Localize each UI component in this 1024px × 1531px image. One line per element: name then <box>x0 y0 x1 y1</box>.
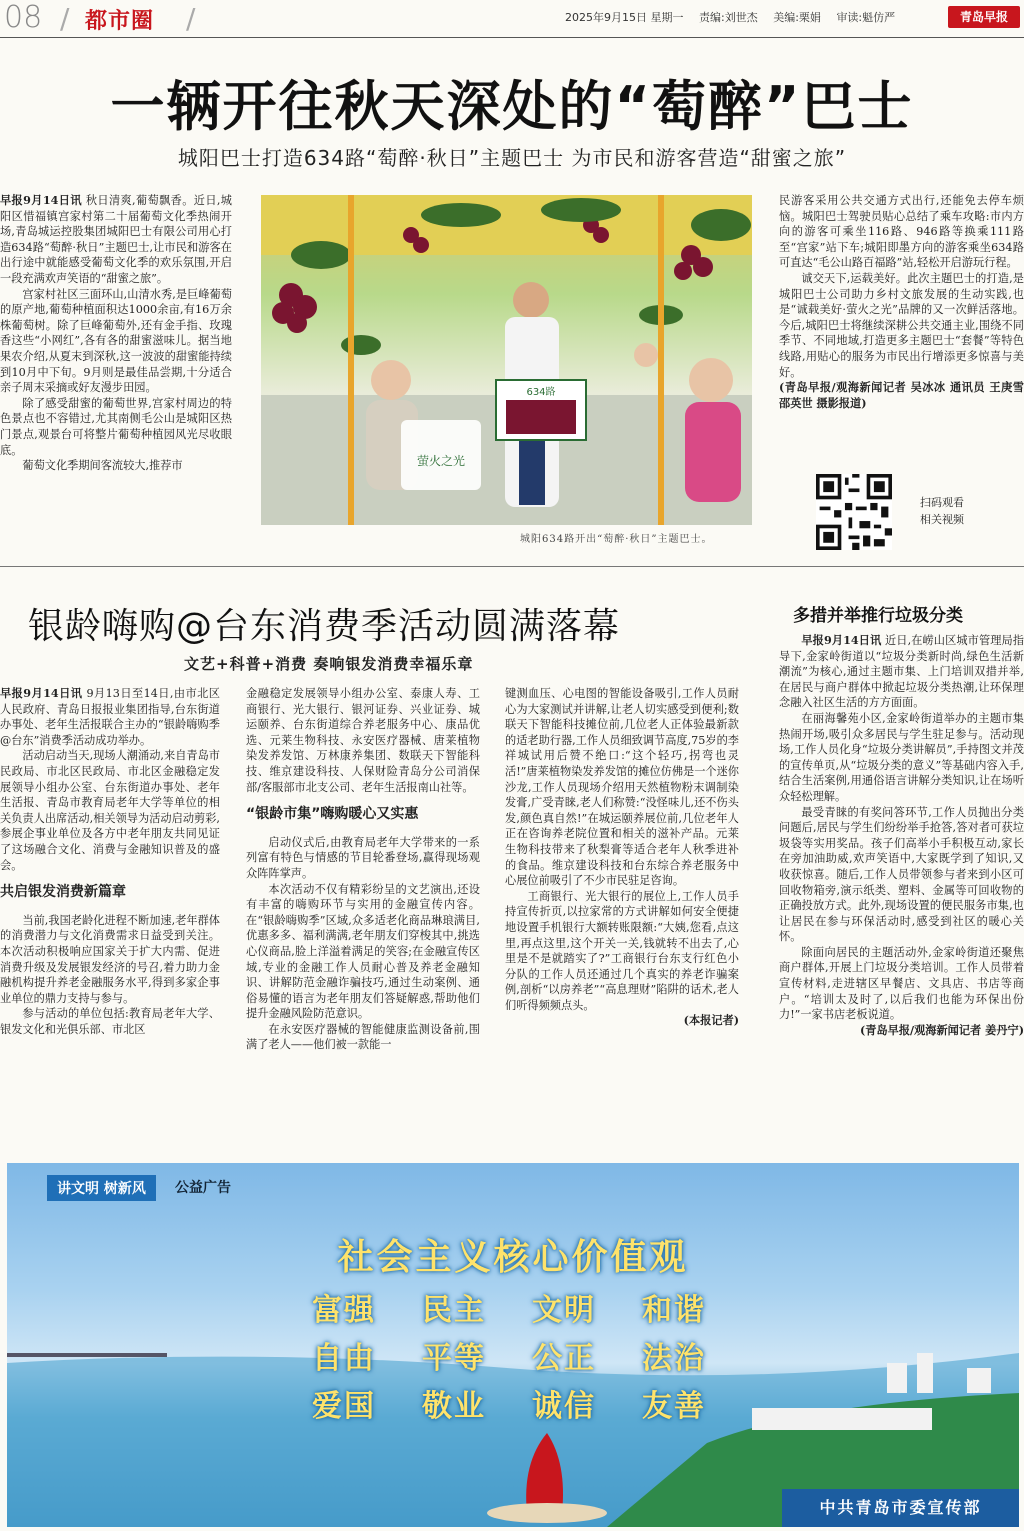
byline: (青岛早报/观海新闻记者 姜丹宁) <box>859 1022 1024 1037</box>
section-divider <box>0 566 1024 567</box>
core-value: 平等 <box>422 1341 486 1376</box>
lead-subhead: 城阳巴士打造634路“萄醉·秋日”主题巴士 为市民和游客营造“甜蜜之旅” <box>177 146 847 170</box>
ad-title: 社会主义核心价值观 <box>337 1237 689 1278</box>
article-paragraph: 活动启动当天,现场人潮涌动,来自青岛市民政局、市北区民政局、市北区金融稳定发展领导小组办公室、台东街道办事处、老年生活报、青岛市教育局老年大学等单位的相关负责人出席活动,相关领导为活动启动剪彩,参展企事业单位及各方中老年朋友共同见证了这场融合文化、消费与金融知识普及的盛会。 <box>0 749 220 872</box>
article-paragraph: 在永安医疗器械的智能健康监测设备前,围满了老人——他们被一款能一 <box>246 1022 480 1052</box>
core-value: 法治 <box>642 1341 706 1376</box>
article-paragraph: 除了感受甜蜜的葡萄世界,宫家村周边的特色景点也不容错过,尤其南侧毛公山是城阳区热门景点,观景台可将整片葡萄种植园风光尽收眼底。 <box>0 396 232 457</box>
article-paragraph: 金融稳定发展领导小组办公室、泰康人寿、工商银行、光大银行、银河证券、兴业证券、城运颐养、台东街道综合养老服务中心、康品优选、元莱生物科技、永安医疗器械、唐莱植物染发养发馆、万林康养集团、数联天下智能科技、维京建设科技、人保财险青岛分公司消保部/客服部市北支公司、老年生活报南山社等。 <box>246 687 480 794</box>
svg-text:634路: 634路 <box>526 387 556 398</box>
brand-logo: 青岛早报 <box>948 6 1020 28</box>
article-paragraph: 最受青睐的有奖问答环节,工作人员抛出分类问题后,居民与学生们纷纷举手抢答,答对者可获垃圾袋等实用奖品。孩子们高举小手积极互动,家长在旁加油助威,欢声笑语中,大家既学到了知识,又收获惊喜。随后,工作人员带领参与者来到小区可回收物箱旁,演示纸类、塑料、金属等可回收物的正确投放方式。此外,现场设置的便民服务市集,也让居民在参与环保活动时,感受到社区的暖心关怀。 <box>779 805 1024 944</box>
core-value: 爱国 <box>312 1389 376 1424</box>
ad-tag: 讲文明 树新风 <box>47 1175 156 1201</box>
core-value: 敬业 <box>422 1389 486 1424</box>
second-column-1 <box>0 686 220 1146</box>
ad-sponsor: 中共青岛市委宣传部 <box>782 1489 1019 1527</box>
article-paragraph: 民游客采用公共交通方式出行,还能免去停车烦恼。城阳巴士驾驶员贴心总结了乘车攻略:市内方向的游客可乘坐116路、946路等换乘111路至“宫家”站下车;城阳即墨方向的游客乘坐634路可直达“毛公山路百福路”站,轻松开启游玩行程。 <box>779 194 1024 270</box>
subheading: 共启银发消费新篇章 <box>0 884 126 901</box>
article-paragraph: 葡萄文化季期间客流较大,推荐市 <box>22 459 183 473</box>
second-subhead: 文艺+科普+消费 奏响银发消费幸福乐章 <box>184 655 474 673</box>
core-value: 富强 <box>312 1293 376 1328</box>
article-paragraph: 启动仪式后,由教育局老年大学带来的一系列富有特色与情感的节目轮番登场,赢得现场观众阵阵掌声。 <box>246 835 480 880</box>
dateline: 早报9月14日讯 <box>0 193 82 207</box>
byline: (本报记者) <box>683 1013 739 1028</box>
page-number: 08 <box>4 0 43 35</box>
editor: 责编:刘世杰 <box>699 11 758 24</box>
designer: 美编:栗娟 <box>773 11 821 24</box>
lead-column-3 <box>779 193 1024 455</box>
article-paragraph: 在丽海馨苑小区,金家岭街道举办的主题市集热闹开场,吸引众多居民与学生驻足参与。活动现场,工作人员化身“垃圾分类讲解员”,手持图文并茂的宣传单页,从“垃圾分类的意义”等基础内容入手,结合生活案例,用通俗语言讲解分类知识,让在场听众轻松理解。 <box>779 711 1024 803</box>
article-paragraph: 诚交天下,运载美好。此次主题巴士的打造,是城阳巴士公司助力乡村文旅发展的生动实践,也是“诚载美好·萤火之光”品牌的又一次鲜活落地。今后,城阳巴士将继续深耕公共交通主业,围绕不同季节、不同地域,打造更多主题巴士“套餐”等特色线路,用贴心的服务为市民出行增添更多惊喜与美好。 <box>779 271 1024 379</box>
core-value: 民主 <box>422 1293 486 1328</box>
byline: (青岛早报/观海新闻记者 吴冰冰 通讯员 王庚雪 邵英世 摄影报道) <box>779 380 1024 410</box>
divider-slash: / <box>186 2 196 35</box>
core-value: 文明 <box>532 1293 596 1328</box>
section-name: 都市圈 <box>85 9 155 34</box>
bus-interior-photo <box>261 195 752 525</box>
right-column <box>779 633 1024 1146</box>
dateline: 早报9月14日讯 <box>801 633 882 647</box>
core-value: 公正 <box>532 1341 596 1376</box>
masthead <box>0 0 1024 38</box>
core-value: 和谐 <box>642 1293 706 1328</box>
dateline: 早报9月14日讯 <box>0 686 83 700</box>
lead-paragraph: 早报9月14日讯 近日,在崂山区城市管理局指导下,金家岭街道以“垃圾分类新时尚,绿色生活新潮流”为核心,通过主题市集、上门培训双措并举,在居民与商户群体中掀起垃圾分类热潮,让环保理念融入社区生活的方方面面。 <box>779 633 1024 710</box>
lead-column-1 <box>0 193 232 553</box>
article-paragraph: 本次活动不仅有精彩纷呈的文艺演出,还设有丰富的嗨购环节与实用的金融宣传内容。在“银龄嗨购季”区域,众多适老化商品琳琅满目,优惠多多、福利满满,老年朋友们穿梭其中,挑选心仪商品,脸上洋溢着满足的笑容;在金融宣传区域,专业的金融工作人员耐心普及养老金融知识、讲解防范金融诈骗技巧,通过生动案例、通俗易懂的语言为老年朋友们答疑解惑,帮助他们提升金融风险防范意识。 <box>246 882 480 1021</box>
photo-caption: 城阳634路开出“萄醉·秋日”主题巴士。 <box>520 534 713 545</box>
lead-paragraph: 早报9月14日讯 秋日清爽,葡萄飘香。近日,城阳区惜福镇宫家村第二十届葡萄文化季热闹开场,青岛城运控股集团城阳巴士有限公司用心打造634路“萄醉·秋日”主题巴士,让市民和游客在出行途中就能感受葡萄文化季的欢乐氛围,开启一段充满欢声笑语的“甜蜜之旅”。 <box>0 193 232 285</box>
proofreader: 审读:魁仿严 <box>836 11 896 24</box>
public-service-ad <box>7 1163 1019 1527</box>
second-column-3 <box>505 686 739 1146</box>
divider-slash: / <box>60 2 70 35</box>
qr-caption: 扫码观看 相关视频 <box>920 496 964 526</box>
svg-text:萤火之光: 萤火之光 <box>416 454 466 468</box>
second-column-2 <box>246 686 480 1146</box>
core-value: 诚信 <box>532 1389 596 1424</box>
core-values-grid <box>312 1285 732 1425</box>
core-value: 友善 <box>642 1389 706 1424</box>
lead-photo <box>261 195 752 525</box>
article-paragraph: 参与活动的单位包括:教育局老年大学、银发文化和光俱乐部、市北区 <box>0 1007 220 1036</box>
core-value: 自由 <box>312 1341 376 1376</box>
article-paragraph: 除面向居民的主题活动外,金家岭街道还聚焦商户群体,开展上门垃圾分类培训。工作人员带着宣传材料,走进辖区早餐店、文具店、书店等商户。“培训太及时了,以后我们也能为环保出份力!”一家书店老板说道。 <box>779 945 1024 1022</box>
issue-date: 2025年9月15日 星期一 <box>565 11 684 24</box>
article-paragraph: 工商银行、光大银行的展位上,工作人员手持宣传折页,以拉家常的方式讲解如何安全便捷地设置手机银行大额转账限额:“大姨,您看,点这里,再点这里,这个开关一关,钱就转不出去了,心里是不是就踏实了?”工商银行台东支行红色小分队的工作人员还通过几个真实的养老诈骗案例,剖析“以房养老”“高息理财”陷阱的话术,老人们听得频频点头。 <box>505 889 739 1012</box>
lead-headline: 一辆开往秋天深处的“萄醉”巴士 <box>110 75 914 138</box>
second-headline: 银龄嗨购@台东消费季活动圆满落幕 <box>28 606 621 647</box>
masthead-info <box>565 9 907 25</box>
article-paragraph: 宫家村社区三面环山,山清水秀,是巨峰葡萄的原产地,葡萄种植面积达1000余亩,有16万余株葡萄树。除了巨峰葡萄外,还有金手指、玫瑰香这些“小网红”,各有各的甜蜜滋味儿。据当地果农介绍,从夏末到深秋,这一波波的甜蜜能持续到10月中下旬。9月则是最佳品尝期,十分适合亲子周末采摘或好友漫步田园。 <box>0 287 232 395</box>
lead-paragraph: 早报9月14日讯 9月13日至14日,由市北区人民政府、青岛日报报业集团指导,台东街道办事处、老年生活报联合主办的“银龄嗨购季@台东”消费季活动成功举办。 <box>0 686 220 747</box>
right-headline: 多措并举推行垃圾分类 <box>793 606 963 626</box>
qr-code-icon[interactable] <box>816 474 892 550</box>
article-paragraph: 当前,我国老龄化进程不断加速,老年群体的消费潜力与文化消费需求日益受到关注。本次活动积极响应国家关于扩大内需、促进消费升级及发展银发经济的号召,着力助力金融机构提升养老金融服务水平,得到多家企事业单位的鼎力支持与参与。 <box>0 913 220 1005</box>
subheading: “银龄市集”嗨购暖心又实惠 <box>246 806 419 823</box>
article-paragraph: 键测血压、心电图的智能设备吸引,工作人员耐心为大家测试并讲解,让老人切实感受到便利;数联天下智能科技摊位前,几位老人正体验最新款的适老助行器,工作人员细致调节高度,75岁的李祥城试用后赞不绝口:“这个轻巧,拐弯也灵活!”唐莱植物染发养发馆的摊位仿佛是一个迷你沙龙,工作人员现场介绍用天然植物粉末调制染发膏,广受青睐,老人们称赞:“没怪味儿,还不伤头发,颜色真自然!”在城运颐养展位前,几位老年人正在咨询养老院位置和相关的滋补产品。元莱生物科技带来了秋梨膏等适合老年人秋季进补的食品。维京建设科技和台东综合养老服务中心展位前吸引了不少市民驻足咨询。 <box>505 687 739 888</box>
ad-label: 公益广告 <box>175 1180 231 1196</box>
